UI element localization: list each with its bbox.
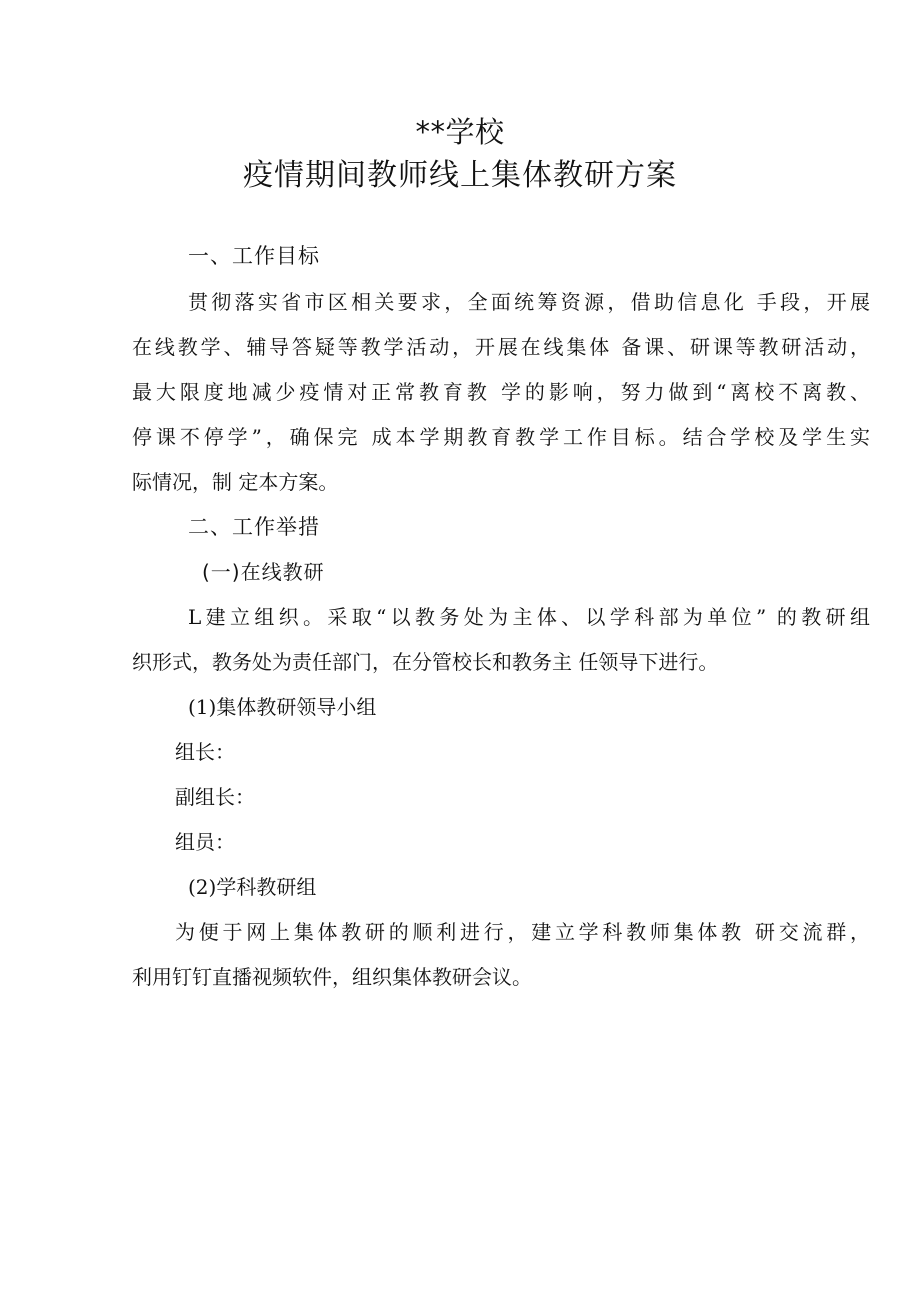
deputy-leader-label: 副组长： xyxy=(175,785,255,809)
leader-label: 组长： xyxy=(175,740,235,764)
organization-paragraph-line: L建立组织。采取“以教务处为主体、以学科部为单位” 的教研组 xyxy=(188,605,870,629)
subsection-heading-online-research: (一)在线教研 xyxy=(202,560,325,584)
goals-paragraph-line: 在线教学、辅导答疑等教学活动，开展在线集体 备课、研课等教研活动， xyxy=(132,335,870,359)
organization-paragraph-line: 织形式，教务处为责任部门，在分管校长和教务主 任领导下进行。 xyxy=(132,650,719,674)
document-title: 疫情期间教师线上集体教研方案 xyxy=(243,158,677,193)
members-label: 组员： xyxy=(175,830,235,854)
goals-paragraph-line: 最大限度地减少疫情对正常教育教 学的影响，努力做到“离校不离教、 xyxy=(132,380,870,404)
group-heading-leadership: (1)集体教研领导小组 xyxy=(188,695,377,719)
goals-paragraph-line: 停课不停学”，确保完 成本学期教育教学工作目标。结合学校及学生实 xyxy=(132,425,870,449)
section-heading-goals: 一、工作目标 xyxy=(188,244,320,268)
goals-paragraph-line: 贯彻落实省市区相关要求，全面统筹资源，借助信息化 手段，开展 xyxy=(188,290,870,314)
school-title: **学校 xyxy=(415,115,505,149)
subject-group-paragraph-line: 利用钉钉直播视频软件，组织集体教研会议。 xyxy=(132,965,532,989)
goals-paragraph-line: 际情况，制 定本方案。 xyxy=(132,470,339,494)
subject-group-paragraph-line: 为便于网上集体教研的顺利进行，建立学科教师集体教 研交流群， xyxy=(175,920,870,944)
group-heading-subject: (2)学科教研组 xyxy=(188,875,317,899)
section-heading-measures: 二、工作举措 xyxy=(188,515,320,539)
